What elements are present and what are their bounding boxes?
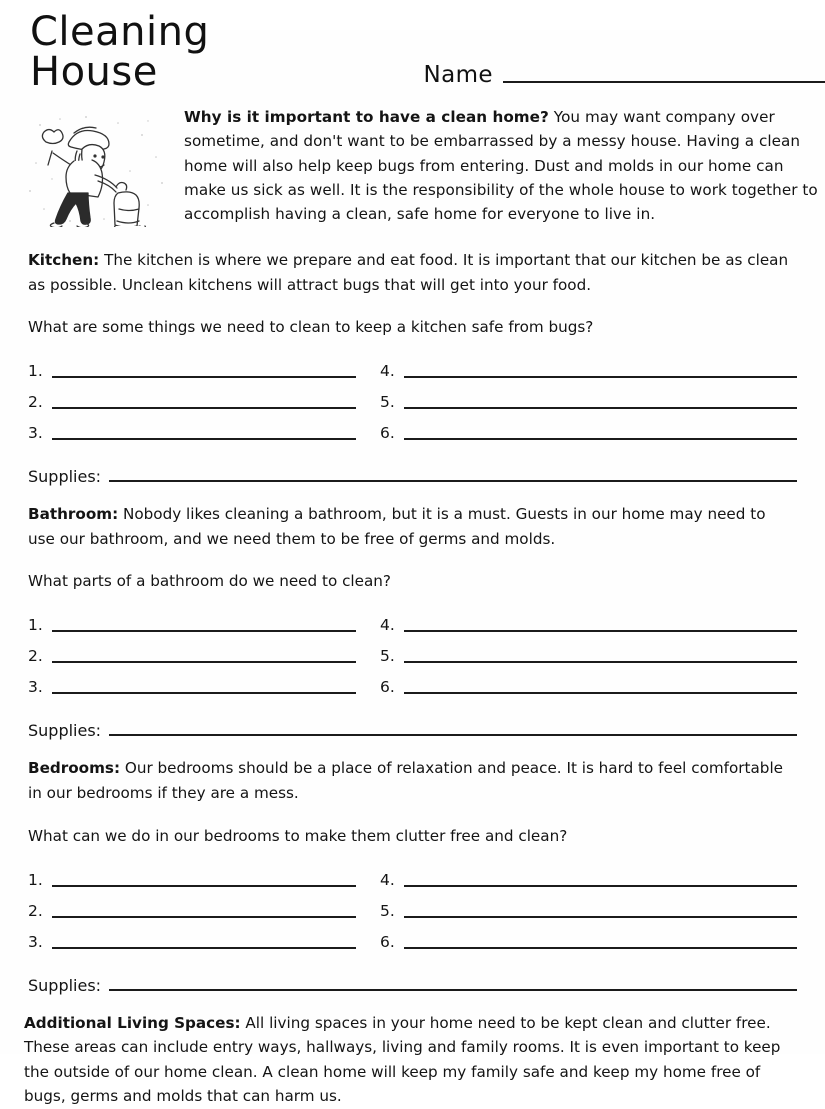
- answer-input-line[interactable]: [404, 438, 797, 440]
- answer-number: 2.: [28, 393, 43, 412]
- section-kitchen-question: What are some things we need to clean to keep a kitchen safe from bugs?: [28, 318, 594, 337]
- answer-row-2[interactable]: [28, 636, 380, 667]
- answer-row-4[interactable]: [380, 351, 797, 382]
- girl-cleaning-clipart-icon: [22, 109, 172, 227]
- name-input-line[interactable]: [503, 81, 825, 83]
- answer-input-line[interactable]: [52, 630, 356, 632]
- supplies-input-line[interactable]: [109, 480, 797, 482]
- answer-row-6[interactable]: [380, 413, 797, 444]
- section-additional-heading: Additional Living Spaces:: [24, 1013, 241, 1032]
- answer-input-line[interactable]: [52, 692, 356, 694]
- supplies-label: Supplies:: [28, 721, 102, 741]
- answer-number: 4.: [380, 616, 395, 635]
- answer-input-line[interactable]: [52, 916, 356, 918]
- answer-input-line[interactable]: [52, 376, 356, 378]
- answer-number: 5.: [380, 393, 395, 412]
- answer-input-line[interactable]: [404, 661, 797, 663]
- answer-input-line[interactable]: [404, 407, 797, 409]
- answer-number: 3.: [28, 678, 43, 697]
- name-label: Name: [423, 62, 493, 88]
- answer-row-6[interactable]: [380, 667, 797, 698]
- section-bathroom-question: What parts of a bathroom do we need to clean?: [28, 572, 391, 591]
- answer-number: 1.: [28, 616, 43, 635]
- answer-input-line[interactable]: [404, 947, 797, 949]
- worksheet-header: [0, 9, 825, 95]
- answer-row-1[interactable]: [28, 605, 380, 636]
- answer-input-line[interactable]: [404, 630, 797, 632]
- answer-row-3[interactable]: [28, 413, 380, 444]
- answer-input-line[interactable]: [52, 407, 356, 409]
- answer-number: 1.: [28, 870, 43, 889]
- answer-number: 2.: [28, 647, 43, 666]
- section-additional-paragraph: [24, 1011, 797, 1109]
- answer-row-3[interactable]: [28, 922, 380, 953]
- section-kitchen-heading: Kitchen:: [28, 251, 100, 269]
- answer-row-6[interactable]: [380, 922, 797, 953]
- answer-row-1[interactable]: [28, 860, 380, 891]
- answer-input-line[interactable]: [404, 916, 797, 918]
- answer-row-3[interactable]: [28, 667, 380, 698]
- answer-number: 3.: [28, 932, 43, 951]
- answer-row-5[interactable]: [380, 636, 797, 667]
- answer-row-1[interactable]: [28, 351, 380, 382]
- section-bedrooms-supplies: [28, 969, 797, 995]
- answer-number: 2.: [28, 901, 43, 920]
- supplies-input-line[interactable]: [109, 989, 797, 991]
- section-bathroom-paragraph: [28, 502, 797, 551]
- section-bathroom-answer-blanks: [28, 605, 797, 698]
- answer-row-5[interactable]: [380, 891, 797, 922]
- section-bathroom: [0, 502, 825, 740]
- supplies-label: Supplies:: [28, 975, 102, 995]
- answer-number: 3.: [28, 424, 43, 443]
- section-bathroom-body: Nobody likes cleaning a bathroom, but it is a must. Guests in our home may need to use our bathroom, and we need them to be free of germs and molds.: [28, 505, 766, 548]
- answer-number: 5.: [380, 901, 395, 920]
- section-additional-living-spaces: [0, 1011, 825, 1109]
- answer-row-4[interactable]: [380, 860, 797, 891]
- name-field-group: [424, 62, 825, 92]
- section-bathroom-heading: Bathroom:: [28, 505, 119, 524]
- answer-row-2[interactable]: [28, 382, 380, 413]
- answer-input-line[interactable]: [52, 947, 356, 949]
- answer-number: 1.: [28, 362, 43, 381]
- section-kitchen-paragraph: [28, 248, 797, 297]
- supplies-label: Supplies:: [28, 467, 102, 487]
- answer-number: 6.: [380, 678, 395, 697]
- section-bedrooms-paragraph: [28, 756, 797, 805]
- section-additional-body: All living spaces in your home need to be kept clean and clutter free. These areas can include entry ways, hallways, living and family rooms. It is even important to keep the outside of our home clean. A clean home will keep my family safe and keep my home free of bugs, germs and molds that can harm us.: [24, 1013, 781, 1106]
- section-bedrooms-heading: Bedrooms:: [28, 759, 121, 778]
- section-bedrooms-answer-blanks: [28, 860, 797, 953]
- answer-input-line[interactable]: [404, 376, 797, 378]
- intro-body-text: You may want company over sometime, and don't want to be embarrassed by a messy house. Having a clean home will also help keep bugs from entering. Dust and molds in our home can make us sick as well. It is the responsibility of the whole house to work together to accomplish having a clean, safe home for everyone to live in.: [184, 108, 818, 224]
- answer-number: 6.: [380, 932, 395, 951]
- page-title: Cleaning House: [30, 9, 210, 95]
- supplies-input-line[interactable]: [109, 734, 797, 736]
- answer-input-line[interactable]: [52, 438, 356, 440]
- section-bathroom-supplies: [28, 714, 797, 740]
- answer-row-4[interactable]: [380, 605, 797, 636]
- section-bedrooms: [0, 756, 825, 994]
- answer-number: 5.: [380, 647, 395, 666]
- answer-input-line[interactable]: [404, 692, 797, 694]
- section-kitchen-body: The kitchen is where we prepare and eat food. It is important that our kitchen be as clean as possible. Unclean kitchens will attract bugs that will get into your food.: [28, 251, 789, 294]
- answer-row-2[interactable]: [28, 891, 380, 922]
- answer-number: 4.: [380, 362, 395, 381]
- intro-question-lead: Why is it important to have a clean home?: [184, 108, 549, 126]
- answer-input-line[interactable]: [52, 885, 356, 887]
- intro-block: [0, 105, 825, 227]
- section-kitchen-supplies: [28, 460, 797, 486]
- worksheet-page: [0, 9, 825, 1106]
- section-bedrooms-question: What can we do in our bedrooms to make them clutter free and clean?: [28, 826, 568, 845]
- section-bedrooms-body: Our bedrooms should be a place of relaxation and peace. It is hard to feel comfortable in our bedrooms if they are a mess.: [28, 759, 784, 802]
- section-kitchen-answer-blanks: [28, 351, 797, 444]
- answer-input-line[interactable]: [404, 885, 797, 887]
- answer-number: 4.: [380, 870, 395, 889]
- answer-row-5[interactable]: [380, 382, 797, 413]
- intro-paragraph: [184, 105, 820, 226]
- answer-input-line[interactable]: [52, 661, 356, 663]
- section-kitchen: [0, 248, 825, 486]
- answer-number: 6.: [380, 424, 395, 443]
